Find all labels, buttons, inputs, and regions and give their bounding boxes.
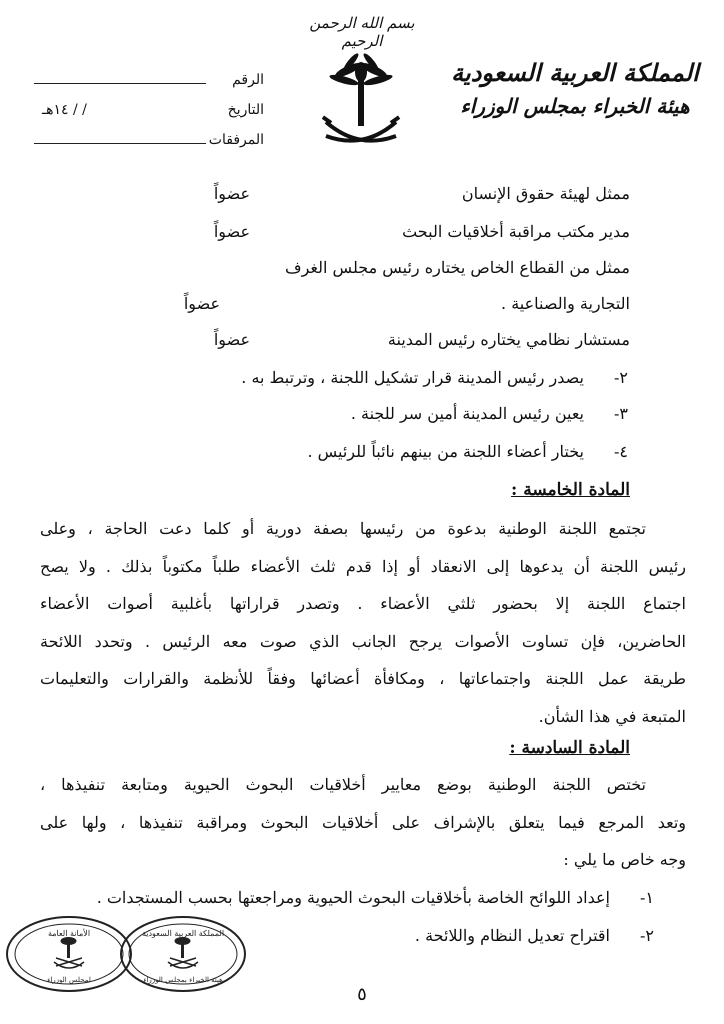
svg-text:لمجلس الوزراء: لمجلس الوزراء — [47, 976, 91, 984]
paragraph-line: المتبعة في هذا الشأن. — [538, 706, 686, 726]
item-number: ١- — [640, 888, 654, 907]
paragraph-line: الحاضرين، فإن تساوت الأصوات يرجح الجانب الذي صوت معه الرئيس . وتحدد اللائحة — [40, 631, 686, 651]
item-number: ٢- — [614, 368, 628, 387]
agency-name: هيئة الخبراء بمجلس الوزراء — [460, 94, 690, 118]
member-name: ممثل لهيئة حقوق الإنسان — [461, 184, 630, 203]
right-stamp-icon — [118, 914, 248, 994]
svg-text:المملكة العربية السعودية: المملكة العربية السعودية — [141, 929, 225, 938]
article-paragraph — [40, 510, 686, 735]
paragraph-line: وجه خاص ما يلي : — [563, 850, 686, 869]
reference-row — [34, 58, 264, 88]
item-text: إعداد اللوائح الخاصة بأخلاقيات البحوث الحيوية ومراجعتها بحسب المستجدات . — [96, 888, 610, 907]
item-text: يصدر رئيس المدينة قرار تشكيل اللجنة ، وترتبط به . — [241, 368, 584, 387]
paragraph-line: رئيس اللجنة أن يدعوها إلى الانعقاد أو إذا قدم ثلث الأعضاء طلباً مكتوباً بذلك . ولا يصح — [40, 556, 686, 576]
member-name: التجارية والصناعية . — [501, 294, 630, 313]
item-text: اقتراح تعديل النظام واللائحة . — [414, 926, 610, 945]
reference-label: الرقم — [232, 72, 264, 88]
article-paragraph — [40, 766, 686, 879]
attachments-label: المرفقات — [208, 132, 264, 148]
attachments-row — [34, 118, 264, 148]
page-number: ٥ — [357, 984, 367, 1005]
item-text: يختار أعضاء اللجنة من بينهم نائباً للرئيس . — [307, 442, 584, 461]
date-row — [34, 88, 264, 118]
reference-line — [34, 82, 206, 84]
paragraph-line: تختص اللجنة الوطنية بوضع معايير أخلاقيات البحوث الحيوية ومتابعة تنفيذها ، — [40, 775, 646, 794]
saudi-emblem-icon — [318, 50, 404, 158]
date-label: التاريخ — [227, 102, 264, 118]
paragraph-line: طريقة عمل اللجنة واجتماعاتها ، ومكافأة أعضائها وفقاً للأنظمة والقرارات والتعليمات — [40, 669, 686, 688]
member-name: مستشار نظامي يختاره رئيس المدينة — [387, 330, 630, 349]
paragraph-line: وتعد المرجع فيما يتعلق بالإشراف على أخلاقيات البحوث ومراقبة تنفيذها ، ولها على — [40, 812, 686, 832]
item-number: ٢- — [640, 926, 654, 945]
member-role: عضواً — [213, 222, 250, 241]
member-role: عضواً — [213, 330, 250, 349]
item-number: ٣- — [614, 404, 628, 423]
left-stamp-icon — [4, 914, 134, 994]
date-value: / / ١٤هـ — [42, 102, 87, 118]
svg-text:هيئة الخبراء بمجلس الوزراء: هيئة الخبراء بمجلس الوزراء — [143, 976, 223, 984]
letter-meta — [34, 58, 264, 148]
article-heading: المادة السادسة : — [509, 738, 630, 758]
member-role: عضواً — [213, 184, 250, 203]
item-number: ٤- — [614, 442, 628, 461]
paragraph-line: اجتماع اللجنة إلا بحضور ثلثي الأعضاء . وتصدر قراراتها بأغلبية أصوات الأعضاء — [40, 594, 686, 613]
item-text: يعين رئيس المدينة أمين سر للجنة . — [350, 404, 584, 423]
attachments-line — [34, 142, 206, 144]
member-name: ممثل من القطاع الخاص يختاره رئيس مجلس الغرف — [285, 258, 630, 277]
paragraph-line: تجتمع اللجنة الوطنية بدعوة من رئيسها بصفة دورية أو كلما دعت الحاجة ، وعلى — [40, 519, 646, 538]
member-name: مدير مكتب مراقبة أخلاقيات البحث — [402, 222, 630, 241]
basmala: بسم الله الرحمن الرحيم — [309, 14, 415, 50]
article-heading: المادة الخامسة : — [511, 480, 630, 500]
svg-text:الأمانة العامة: الأمانة العامة — [47, 929, 91, 938]
kingdom-name: المملكة العربية السعودية — [451, 58, 699, 87]
member-role: عضواً — [183, 294, 220, 313]
